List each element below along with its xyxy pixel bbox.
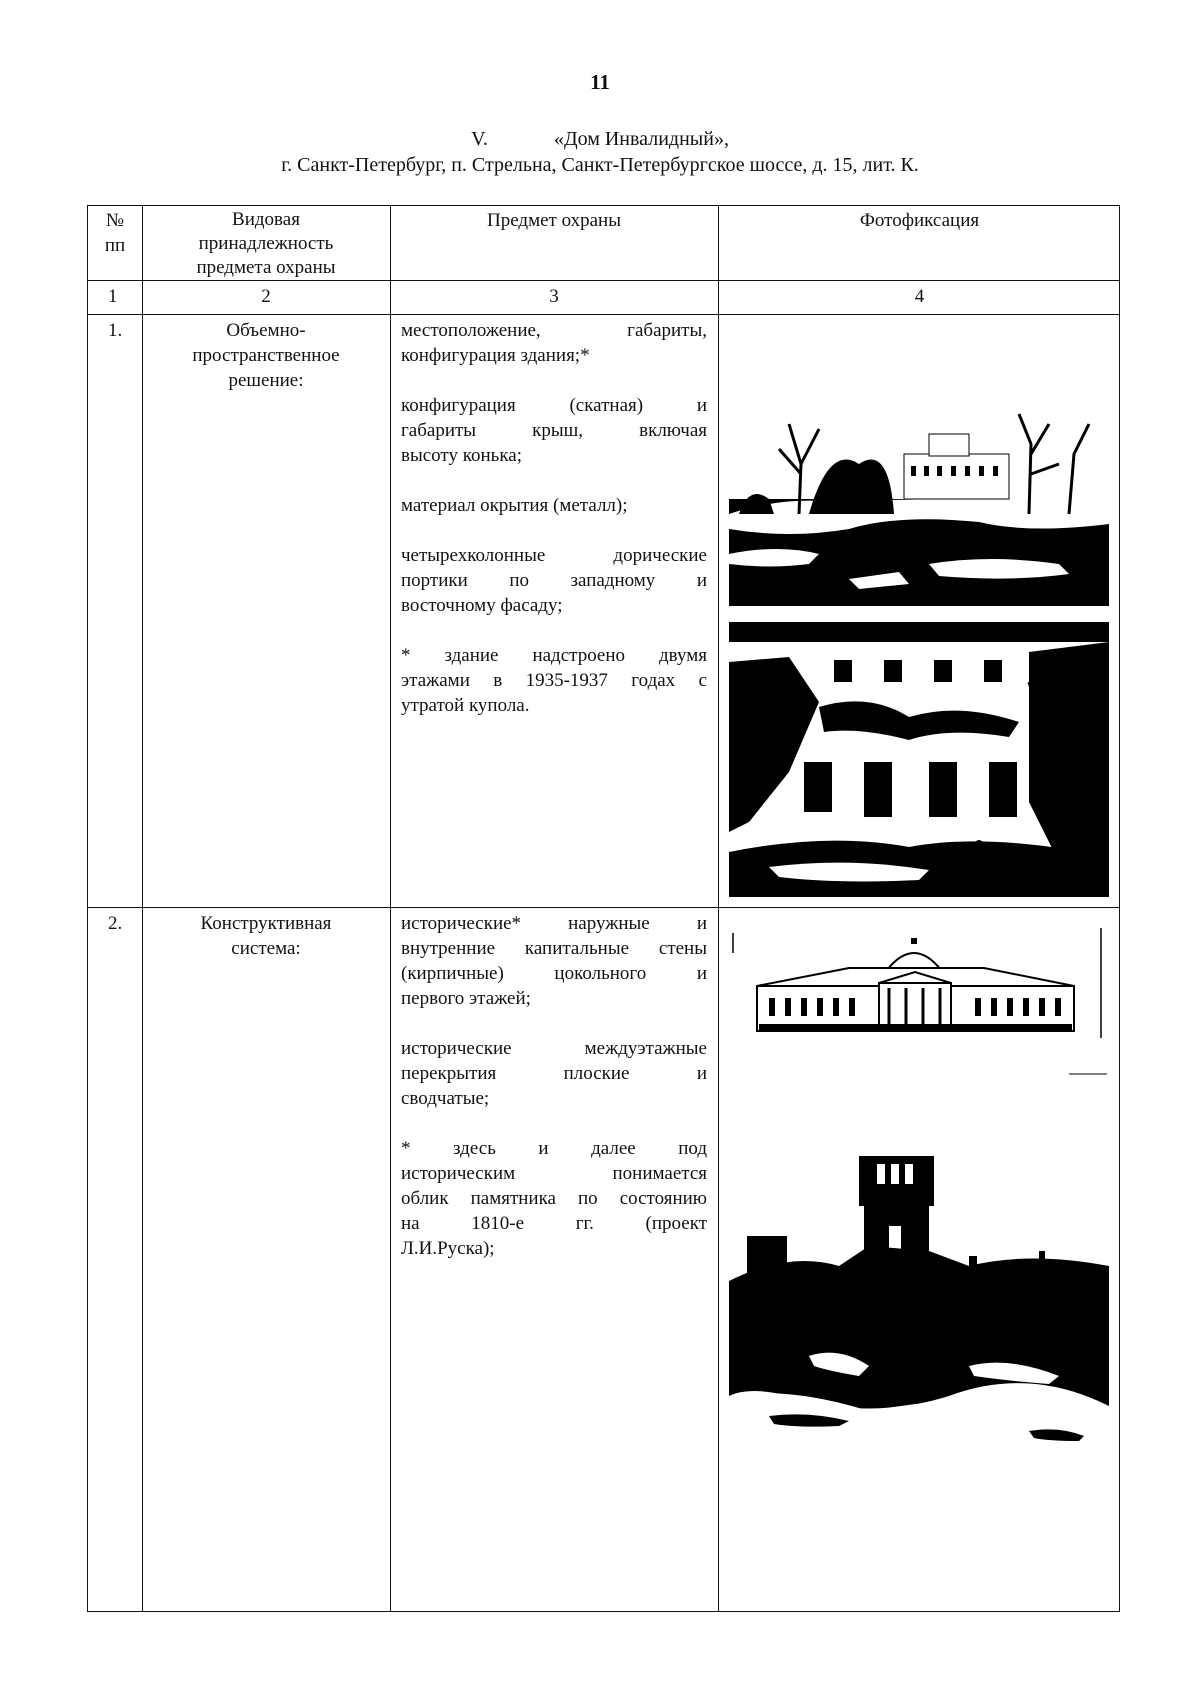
photo-park-view: [729, 404, 1109, 606]
page-number: 11: [590, 70, 610, 94]
row-1-subject: [401, 318, 707, 743]
col-number-2: 2: [261, 286, 271, 307]
object-address: г. Санкт-Петербург, п. Стрельна, Санкт-Петербургское шоссе, д. 15, лит. К.: [281, 154, 919, 176]
row-1-number: 1.: [108, 320, 123, 341]
row-1-item-3: материал окрытия (металл);: [401, 495, 628, 516]
row-1-item-2: конфигурация (скатная) и габариты крыш, включая высоту конька;: [401, 395, 707, 466]
photo-historical-drawing: [729, 928, 1109, 1048]
row-2-type: Конструктивная система:: [200, 913, 332, 959]
row-1-item-1: местоположение, габариты, конфигурация здания;*: [401, 320, 707, 366]
row-2-number: 2.: [108, 913, 123, 934]
row-2-item-1: исторические* наружные и внутренние капитальные стены (кирпичные) цокольного и первого этажей;: [401, 913, 707, 1009]
protection-table: [87, 205, 1120, 1612]
row-1-item-4: четырехколонные дорические портики по западному и восточному фасаду;: [401, 545, 707, 616]
section-heading: [0, 128, 1200, 151]
row-1-type: Объемно- пространственное решение:: [192, 320, 340, 391]
section-number: V.: [471, 128, 488, 150]
row-2-note: * здесь и далее под историческим понимается облик памятника по состоянию на 1810-е гг. (проект Л.И.Руска);: [401, 1138, 707, 1259]
col-number-3: 3: [549, 286, 559, 307]
header-photo: Фотофиксация: [859, 210, 980, 231]
photo-ruins: [729, 1066, 1109, 1471]
header-type: Видовая принадлежность предмета охраны: [196, 209, 336, 278]
row-2-subject: [401, 911, 707, 1286]
col-number-1: 1: [108, 286, 118, 307]
header-subject: Предмет охраны: [487, 210, 621, 231]
row-1-note: * здание надстроено двумя этажами в 1935-1937 годах с утратой купола.: [401, 645, 707, 716]
photo-facade: [729, 622, 1109, 897]
object-title: «Дом Инвалидный»,: [553, 128, 729, 150]
col-number-4: 4: [914, 286, 925, 307]
row-2-item-2: исторические междуэтажные перекрытия плоские и сводчатые;: [401, 1038, 707, 1109]
header-number: № пп: [104, 210, 126, 256]
